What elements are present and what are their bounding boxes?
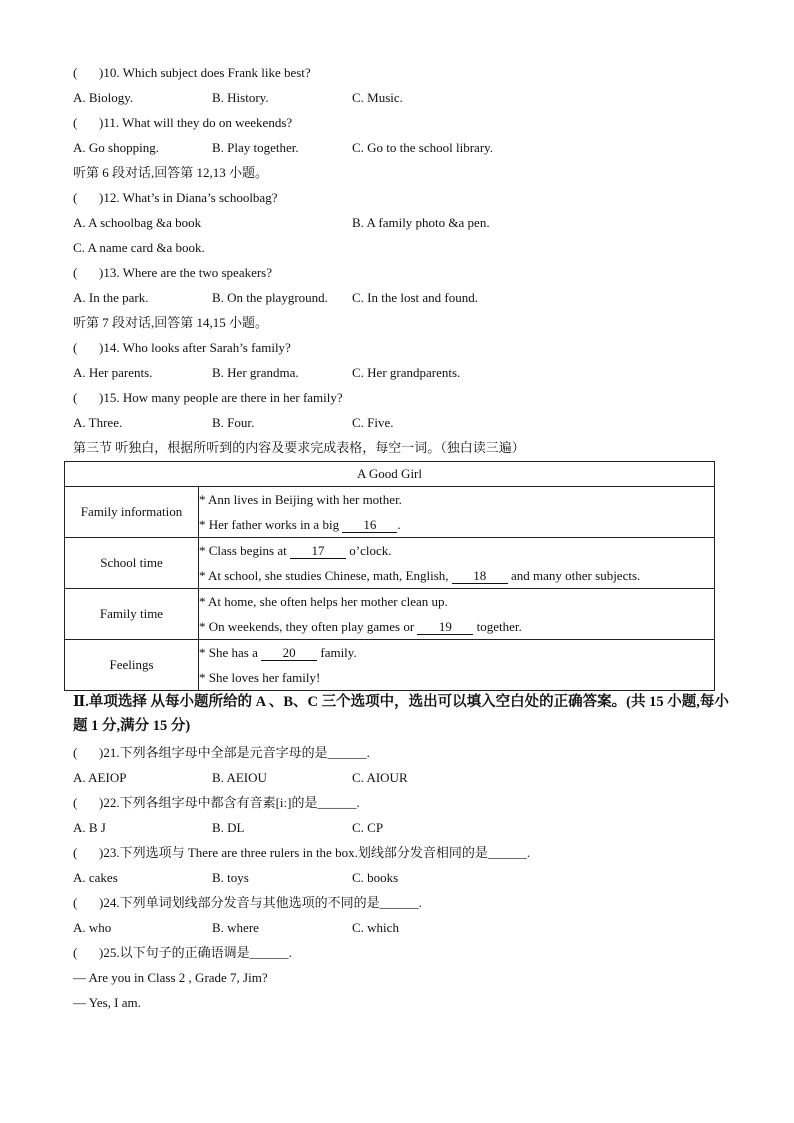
option-c: C. books: [352, 870, 399, 885]
dialog-line: — Yes, I am.: [73, 995, 141, 1010]
question-12: [73, 189, 277, 207]
question-stem: )12. What’s in Diana’s schoolbag?: [99, 190, 278, 205]
question-23: [73, 844, 530, 862]
row-content: [199, 589, 715, 640]
table-row: [65, 538, 715, 589]
answer-paren[interactable]: (: [73, 795, 78, 810]
answer-paren[interactable]: (: [73, 945, 78, 960]
question-11: [73, 114, 292, 132]
option-c: C. Five.: [352, 415, 394, 430]
table-title: A Good Girl: [65, 462, 715, 487]
answer-paren[interactable]: (: [73, 745, 78, 760]
option-c: C. A name card &a book.: [73, 240, 205, 255]
option-a: A. who: [73, 920, 112, 935]
question-stem: )22.下列各组字母中都含有音素[iː]的是______.: [99, 795, 360, 810]
option-a: A. A schoolbag &a book: [73, 215, 202, 230]
option-c: C. CP: [352, 820, 384, 835]
question-21: [73, 744, 370, 762]
option-a: A. Go shopping.: [73, 140, 159, 155]
row-content: [199, 640, 715, 691]
row-line: * She loves her family!: [199, 670, 321, 685]
option-c: C. Her grandparents.: [352, 365, 461, 380]
option-a: A. Biology.: [73, 90, 134, 105]
question-stem: )25.以下句子的正确语调是______.: [99, 945, 292, 960]
answer-paren[interactable]: (: [73, 845, 78, 860]
answer-paren[interactable]: (: [73, 265, 78, 280]
answer-paren[interactable]: (: [73, 390, 78, 405]
row-label: Family time: [65, 589, 199, 640]
option-a: A. cakes: [73, 870, 118, 885]
answer-blank[interactable]: 17: [290, 544, 346, 559]
answer-blank[interactable]: 19: [417, 620, 473, 635]
row-line: * She has a 20 family.: [199, 645, 357, 660]
table-row: [65, 589, 715, 640]
row-content: [199, 487, 715, 538]
option-b: B. Her grandma.: [212, 365, 299, 380]
question-15: [73, 389, 343, 407]
question-stem: )21.下列各组字母中全部是元音字母的是______.: [99, 745, 370, 760]
question-22: [73, 794, 360, 812]
row-line: * Her father works in a big 16 .: [199, 517, 401, 532]
question-stem: )14. Who looks after Sarah’s family?: [99, 340, 291, 355]
option-b: B. A family photo &a pen.: [352, 215, 490, 230]
answer-paren[interactable]: (: [73, 340, 78, 355]
option-b: B. Four.: [212, 415, 255, 430]
question-14: [73, 339, 291, 357]
table-row: [65, 640, 715, 691]
option-a: A. Three.: [73, 415, 123, 430]
option-a: A. B J: [73, 820, 106, 835]
option-a: A. Her parents.: [73, 365, 153, 380]
row-line: * Ann lives in Beijing with her mother.: [199, 492, 402, 507]
option-b: B. History.: [212, 90, 269, 105]
option-b: B. On the playground.: [212, 290, 328, 305]
option-c: C. AIOUR: [352, 770, 408, 785]
row-line: * On weekends, they often play games or 19 together.: [199, 619, 522, 634]
row-line: * At home, she often helps her mother clean up.: [199, 594, 448, 609]
question-stem: )13. Where are the two speakers?: [99, 265, 273, 280]
answer-blank[interactable]: 16: [342, 518, 397, 533]
answer-blank[interactable]: 20: [261, 646, 317, 661]
option-a: A. AEIOP: [73, 770, 127, 785]
row-content: [199, 538, 715, 589]
row-label: Feelings: [65, 640, 199, 691]
answer-paren[interactable]: (: [73, 190, 78, 205]
row-line: * At school, she studies Chinese, math, English, 18 and many other subjects.: [199, 568, 641, 583]
question-stem: )15. How many people are there in her family?: [99, 390, 343, 405]
option-a: A. In the park.: [73, 290, 149, 305]
question-stem: )24.下列单词划线部分发音与其他选项的不同的是______.: [99, 895, 422, 910]
answer-paren[interactable]: (: [73, 115, 78, 130]
question-24: [73, 894, 422, 912]
row-line: * Class begins at 17 o’clock.: [199, 543, 392, 558]
row-label: Family information: [65, 487, 199, 538]
question-13: [73, 264, 272, 282]
question-10: [73, 64, 311, 82]
option-b: B. Play together.: [212, 140, 299, 155]
option-c: C. In the lost and found.: [352, 290, 479, 305]
dialog-7-note: 听第 7 段对话,回答第 14,15 小题。: [73, 315, 269, 330]
option-b: B. DL: [212, 820, 245, 835]
dialog-line: — Are you in Class 2 , Grade 7, Jim?: [73, 970, 268, 985]
option-b: B. where: [212, 920, 259, 935]
answer-paren[interactable]: (: [73, 895, 78, 910]
dialog-6-note: 听第 6 段对话,回答第 12,13 小题。: [73, 165, 269, 180]
option-b: B. AEIOU: [212, 770, 267, 785]
option-c: C. which: [352, 920, 399, 935]
answer-blank[interactable]: 18: [452, 569, 508, 584]
section-2-heading: Ⅱ.单项选择 从每小题所给的 A 、B、C 三个选项中，选出可以填入空白处的正确答案。(共 15 小题,每小题 1 分,满分 15 分): [73, 694, 729, 734]
good-girl-table: [64, 461, 715, 691]
option-c: C. Go to the school library.: [352, 140, 494, 155]
question-stem: )23.下列选项与 There are three rulers in the box.划线部分发音相同的是______.: [99, 845, 531, 860]
option-c: C. Music.: [352, 90, 403, 105]
question-stem: )11. What will they do on weekends?: [99, 115, 293, 130]
question-stem: )10. Which subject does Frank like best?: [99, 65, 311, 80]
table-row: [65, 487, 715, 538]
answer-paren[interactable]: (: [73, 65, 78, 80]
option-b: B. toys: [212, 870, 249, 885]
row-label: School time: [65, 538, 199, 589]
question-25: [73, 944, 292, 962]
section-3-instruction: 第三节 听独白，根据所听到的内容及要求完成表格，每空一词。（独白读三遍）: [73, 440, 525, 455]
